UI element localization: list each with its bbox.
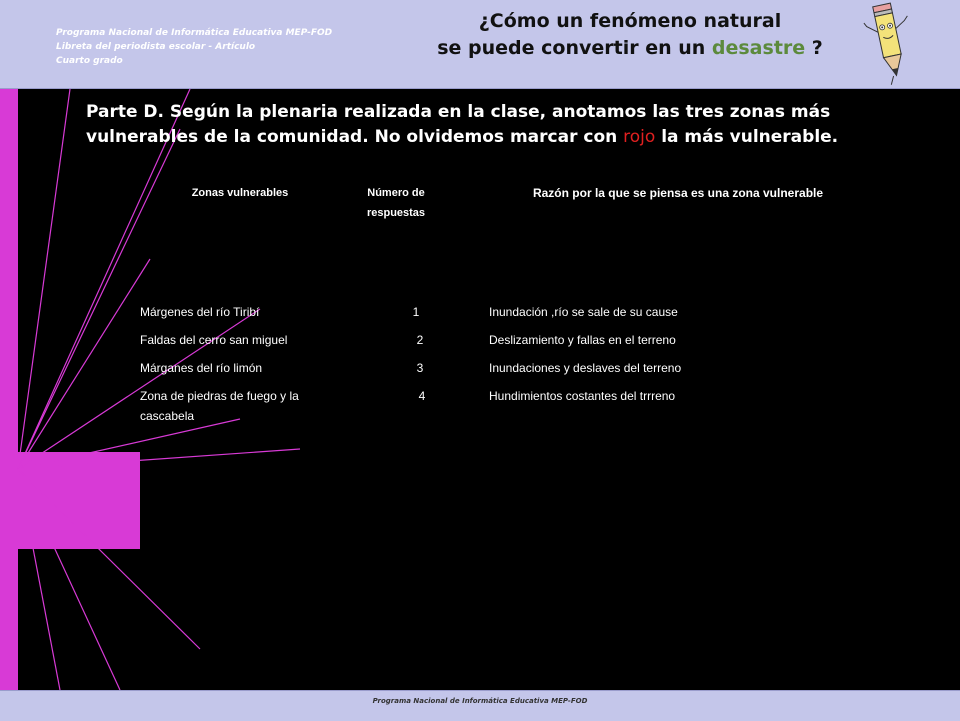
row-1-reason: Inundación ,río se sale de su cause [489,305,678,319]
title-line-2-end: ? [805,37,823,59]
row-4-count: 4 [418,389,426,403]
program-name: Programa Nacional de Informática Educativa MEP-FOD [56,28,333,38]
title-line-2 [420,35,840,62]
header-zone: Zonas vulnerables [191,187,289,199]
page-title [420,8,840,62]
notebook-name: Libreta del periodista escolar - Artículo [56,42,256,52]
pencil-character-icon [860,0,920,86]
row-3-zone: Márganes del río limón [140,361,263,375]
header-reason: Razón por la que se piensa es una zona vulnerable [532,186,824,200]
title-line-1: ¿Cómo un fenómeno natural [478,10,782,32]
row-2-zone: Faldas del cerro san miguel [140,333,288,347]
row-4-zone: Zona de piedras de fuego y la cascabela [140,389,299,423]
row-1-count: 1 [412,305,420,319]
instruction-start: Parte D. Según la plenaria realizada en la clase, anotamos las tres zonas más vulnerables de la comunidad. No olvidemos marcar con [86,102,831,147]
program-info [56,26,332,68]
footer-band [0,690,960,721]
instruction-text [86,100,926,150]
row-2-count: 2 [416,333,424,347]
header-count: Número de respuestas [366,187,426,219]
row-1-zone: Márgenes del río Tiribí [140,305,260,319]
header-band [0,0,960,89]
footer-text: Programa Nacional de Informática Educativa MEP-FOD [372,697,588,705]
row-2-reason: Deslizamiento y fallas en el terreno [489,333,676,347]
instruction-end: la más vulnerable. [655,127,839,147]
row-3-reason: Inundaciones y deslaves del terreno [489,361,682,375]
title-line-2-start: se puede convertir en un [437,37,712,59]
row-4-reason: Hundimientos costantes del trrreno [489,389,676,403]
grade-level: Cuarto grado [56,56,123,66]
row-3-count: 3 [416,361,424,375]
instruction-red-word: rojo [623,127,656,147]
title-highlight: desastre [711,37,806,59]
